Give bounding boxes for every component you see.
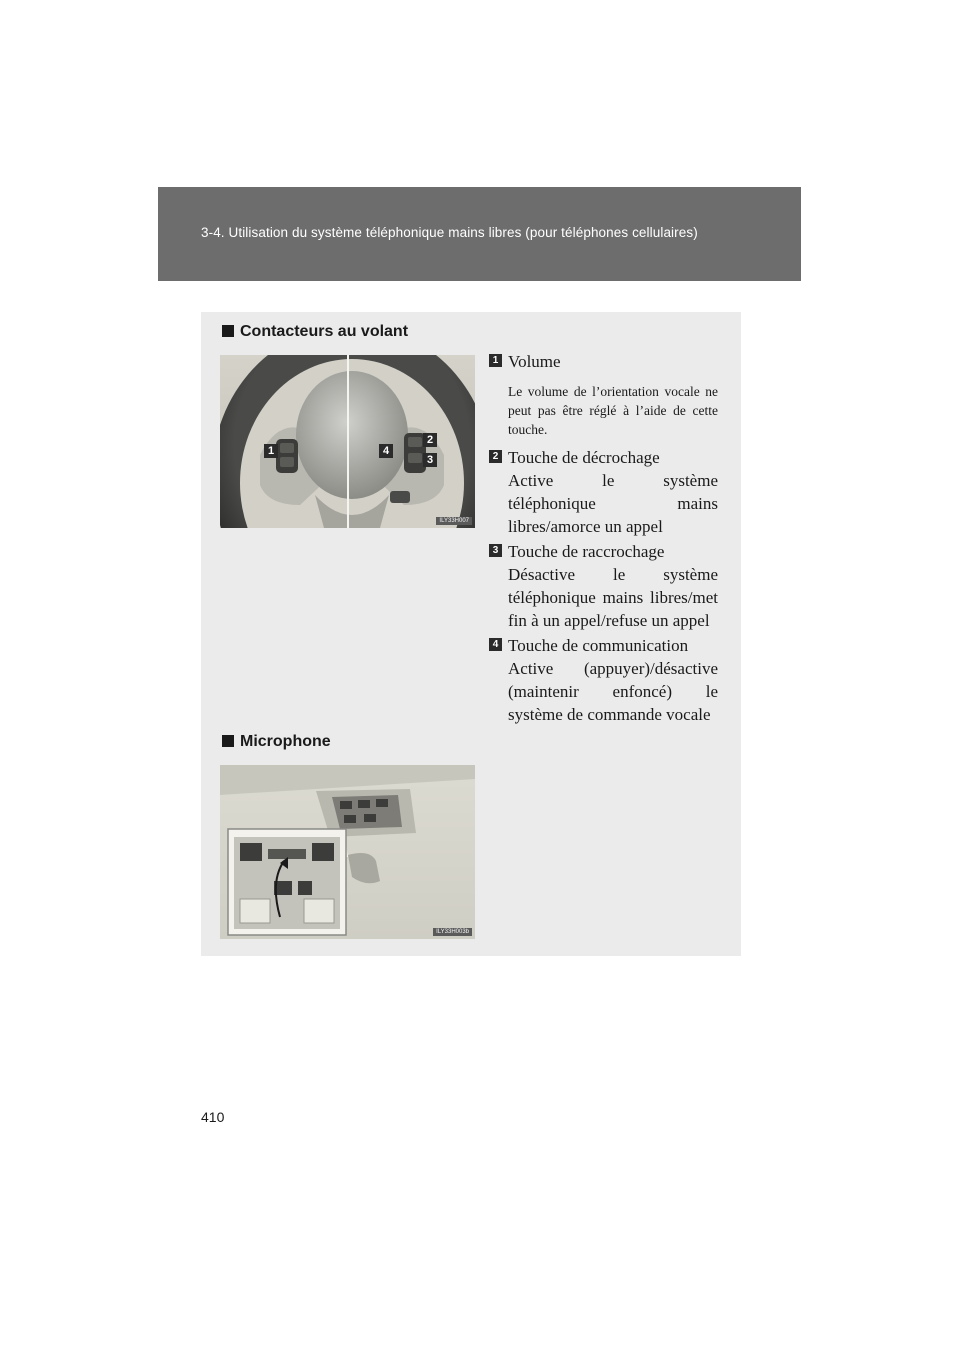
item-description: Désactive le système téléphonique mains libres/met fin à un appel/refuse un appel bbox=[508, 565, 718, 630]
item-title: Touche de décrochage bbox=[508, 448, 660, 467]
section-heading-microphone bbox=[222, 733, 331, 751]
item-title: Touche de raccrochage bbox=[508, 542, 665, 561]
list-item bbox=[489, 350, 718, 439]
square-bullet-icon bbox=[222, 325, 234, 337]
item-description: Active le système téléphonique mains libres/amorce un appel bbox=[508, 471, 718, 536]
item-number: 3 bbox=[489, 544, 502, 557]
page-number: 410 bbox=[201, 1109, 225, 1125]
callout-4: 4 bbox=[379, 444, 393, 458]
list-item bbox=[489, 446, 718, 538]
chapter-header bbox=[158, 187, 801, 281]
content-panel bbox=[201, 312, 741, 956]
item-number: 2 bbox=[489, 450, 502, 463]
callout-1: 1 bbox=[264, 444, 278, 458]
list-item bbox=[489, 540, 718, 632]
section-heading-text: Microphone bbox=[240, 733, 331, 750]
list-item bbox=[489, 634, 718, 726]
microphone-illustration bbox=[220, 765, 475, 939]
steering-wheel-figure bbox=[220, 355, 475, 528]
item-note: Le volume de l’orientation vocale ne peut pas être réglé à l’aide de cette touche. bbox=[508, 384, 718, 437]
square-bullet-icon bbox=[222, 735, 234, 747]
chapter-title: 3-4. Utilisation du système téléphonique mains libres (pour téléphones cellulaires) bbox=[201, 225, 698, 240]
item-description: Active (appuyer)/désactive (maintenir enfoncé) le système de commande vocale bbox=[508, 659, 718, 724]
section-heading-text: Contacteurs au volant bbox=[240, 323, 409, 340]
callout-3: 3 bbox=[423, 453, 437, 467]
microphone-figure bbox=[220, 765, 475, 939]
item-title: Touche de communication bbox=[508, 636, 689, 655]
figure-code: ILY33H007 bbox=[436, 517, 472, 525]
item-number: 4 bbox=[489, 638, 502, 651]
callout-2: 2 bbox=[423, 433, 437, 447]
item-title: Volume bbox=[508, 352, 561, 371]
figure-code: ILY33H003b bbox=[433, 928, 472, 936]
section-heading-steering-switches bbox=[222, 323, 408, 341]
item-number: 1 bbox=[489, 354, 502, 367]
